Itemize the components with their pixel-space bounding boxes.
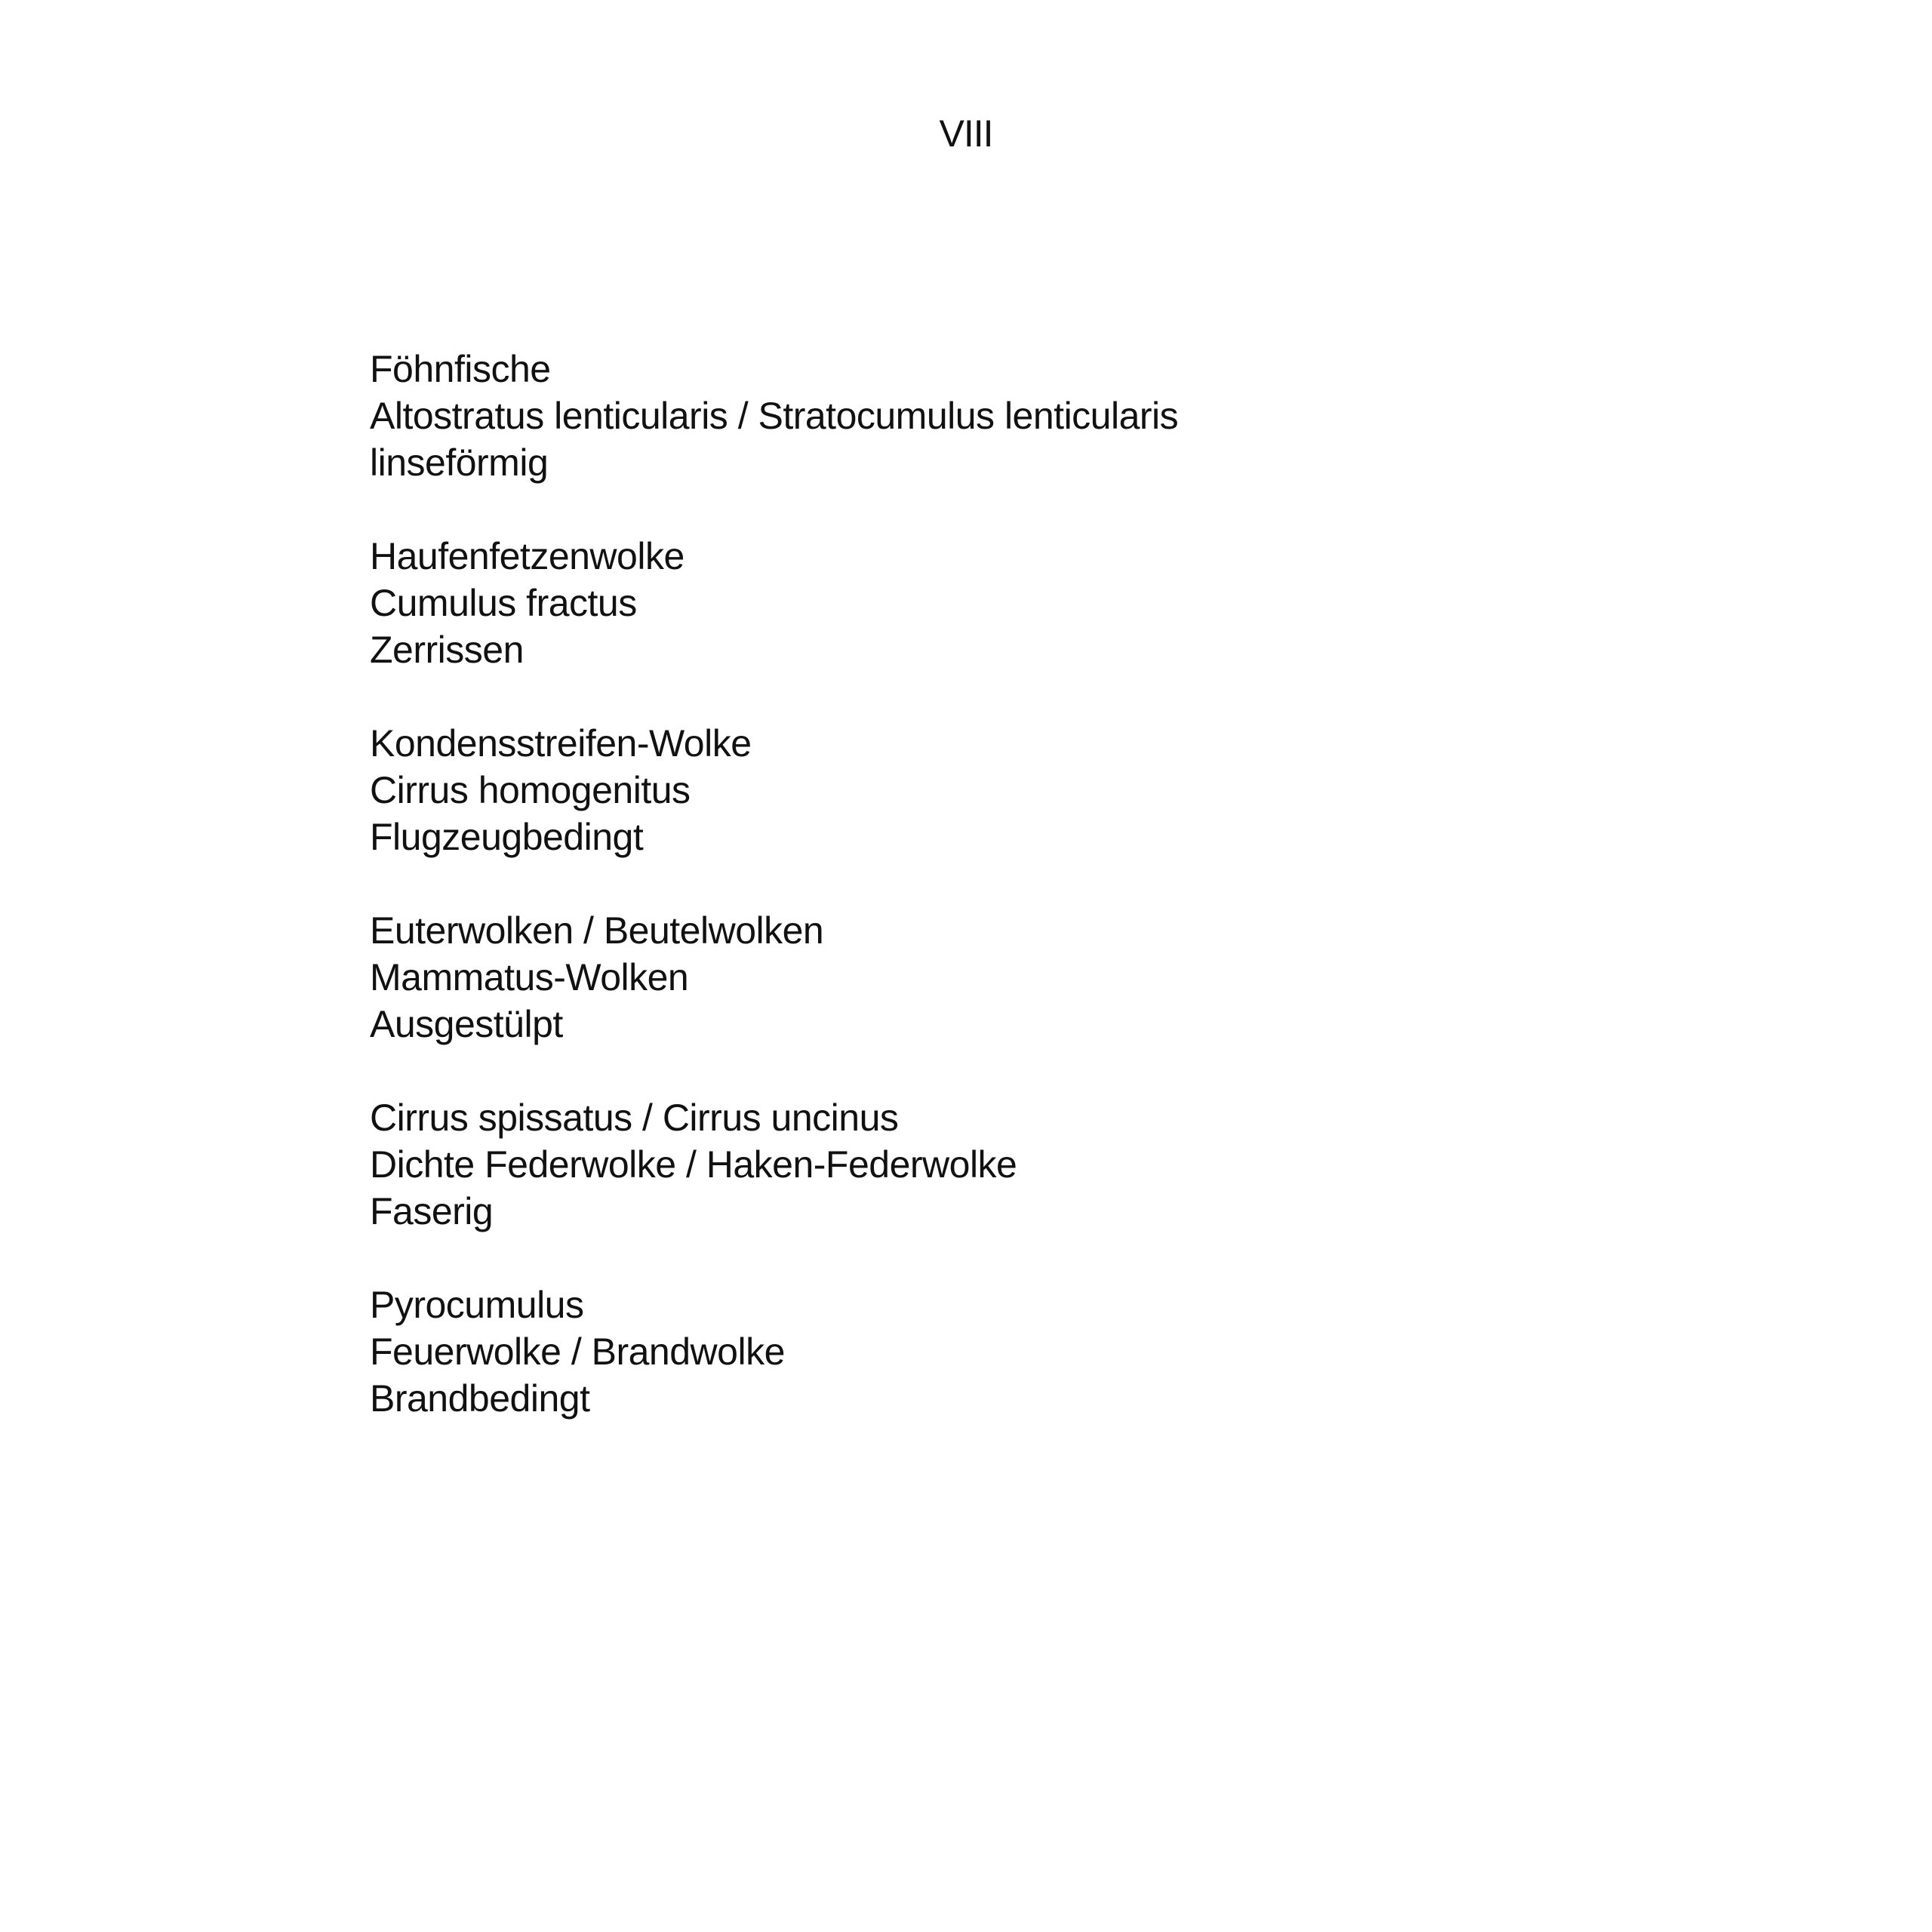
entry-common-name: Feuerwolke / Brandwolke — [370, 1331, 785, 1373]
entry-common-name: Euterwolken / Beutelwolken — [370, 909, 824, 952]
entry-descriptor: Brandbedingt — [370, 1377, 590, 1420]
cloud-entry — [370, 533, 1728, 673]
entry-common-name: Kondensstreifen-Wolke — [370, 722, 752, 764]
entry-common-name: Dichte Federwolke / Haken-Federwolke — [370, 1143, 1017, 1186]
cloud-entry — [370, 907, 1728, 1048]
entry-scientific-name: Mammatus-Wolken — [370, 956, 689, 998]
entry-scientific-name: Pyrocumulus — [370, 1284, 584, 1326]
cloud-entry — [370, 720, 1728, 860]
entry-scientific-name: Altostratus lenticularis / Stratocumulus lenticularis — [370, 395, 1179, 437]
entry-common-name: Haufenfetzenwolke — [370, 535, 685, 577]
cloud-entry — [370, 1094, 1728, 1235]
entry-descriptor: Ausgestülpt — [370, 1003, 563, 1045]
entry-scientific-name: Cirrus homogenitus — [370, 769, 691, 811]
entry-descriptor: linseförmig — [370, 441, 549, 484]
entry-common-name: Föhnfische — [370, 348, 551, 390]
cloud-entry — [370, 346, 1728, 486]
entry-descriptor: Faserig — [370, 1190, 494, 1232]
cloud-entries-list — [370, 346, 1728, 1469]
entry-scientific-name: Cirrus spissatus / Cirrus uncinus — [370, 1097, 899, 1139]
entry-descriptor: Flugzeugbedingt — [370, 816, 644, 858]
cloud-entry — [370, 1281, 1728, 1422]
entry-scientific-name: Cumulus fractus — [370, 582, 637, 624]
page-number: VIII — [939, 112, 993, 155]
entry-descriptor: Zerrissen — [370, 629, 524, 671]
